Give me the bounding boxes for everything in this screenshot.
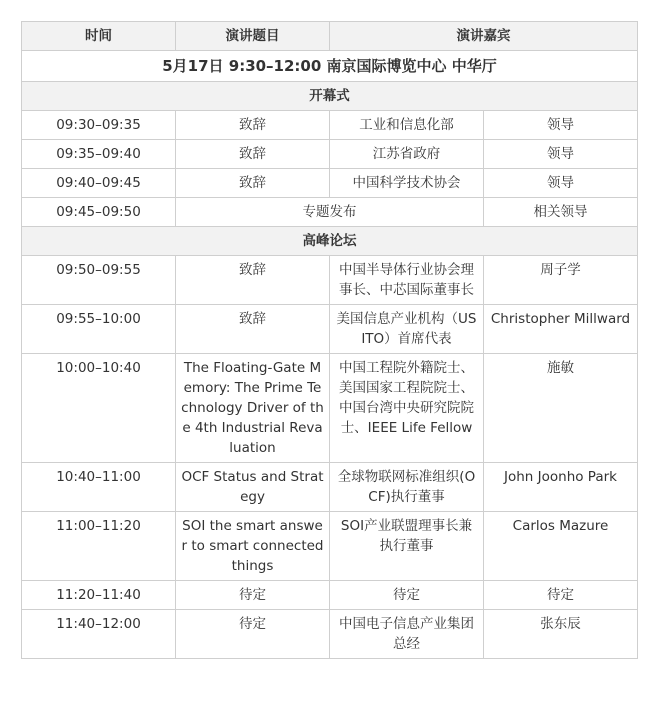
cell-time: 11:20–11:40 <box>22 581 176 610</box>
header-row <box>22 22 638 51</box>
banner-row <box>22 51 638 82</box>
cell-time: 09:30–09:35 <box>22 111 176 140</box>
cell-time: 11:00–11:20 <box>22 512 176 581</box>
cell-topic: The Floating-Gate Memory: The Prime Technology Driver of the 4th Industrial Revaluation <box>176 354 330 463</box>
cell-topic: 待定 <box>176 610 330 659</box>
cell-organization: 待定 <box>330 581 484 610</box>
cell-time: 10:00–10:40 <box>22 354 176 463</box>
cell-speaker: John Joonho Park <box>484 463 638 512</box>
section-title: 开幕式 <box>22 82 638 111</box>
cell-organization: 全球物联网标准组织(OCF)执行董事 <box>330 463 484 512</box>
cell-topic: 待定 <box>176 581 330 610</box>
cell-speaker: Christopher Millward <box>484 305 638 354</box>
table-row <box>22 610 638 659</box>
cell-speaker: 领导 <box>484 111 638 140</box>
cell-organization: 中国工程院外籍院士、美国国家工程院院士、中国台湾中央研究院院士、IEEE Life Fellow <box>330 354 484 463</box>
cell-topic: OCF Status and Strategy <box>176 463 330 512</box>
header-speaker: 演讲嘉宾 <box>330 22 638 51</box>
cell-time: 09:55–10:00 <box>22 305 176 354</box>
banner-text: 5月17日 9:30–12:00 南京国际博览中心 中华厅 <box>22 51 638 82</box>
cell-organization: 工业和信息化部 <box>330 111 484 140</box>
section-row <box>22 227 638 256</box>
cell-speaker: 领导 <box>484 140 638 169</box>
cell-topic: 专题发布 <box>176 198 484 227</box>
cell-organization: 中国科学技术协会 <box>330 169 484 198</box>
section-row <box>22 82 638 111</box>
cell-time: 11:40–12:00 <box>22 610 176 659</box>
table-row <box>22 198 638 227</box>
cell-organization: 江苏省政府 <box>330 140 484 169</box>
table-row <box>22 354 638 463</box>
cell-speaker: 领导 <box>484 169 638 198</box>
cell-organization: 中国电子信息产业集团总经 <box>330 610 484 659</box>
cell-topic: 致辞 <box>176 169 330 198</box>
cell-topic: 致辞 <box>176 140 330 169</box>
table-row <box>22 305 638 354</box>
table-row <box>22 512 638 581</box>
table-row <box>22 256 638 305</box>
cell-time: 09:45–09:50 <box>22 198 176 227</box>
cell-time: 10:40–11:00 <box>22 463 176 512</box>
table-row <box>22 140 638 169</box>
cell-time: 09:35–09:40 <box>22 140 176 169</box>
table-row <box>22 463 638 512</box>
cell-time: 09:40–09:45 <box>22 169 176 198</box>
header-topic: 演讲题目 <box>176 22 330 51</box>
cell-speaker: 周子学 <box>484 256 638 305</box>
cell-organization: 中国半导体行业协会理事长、中芯国际董事长 <box>330 256 484 305</box>
cell-topic: 致辞 <box>176 111 330 140</box>
table-row <box>22 169 638 198</box>
cell-speaker: Carlos Mazure <box>484 512 638 581</box>
cell-time: 09:50–09:55 <box>22 256 176 305</box>
cell-speaker: 张东辰 <box>484 610 638 659</box>
cell-speaker: 施敏 <box>484 354 638 463</box>
cell-organization: 美国信息产业机构（USITO）首席代表 <box>330 305 484 354</box>
header-time: 时间 <box>22 22 176 51</box>
cell-topic: 致辞 <box>176 256 330 305</box>
cell-topic: SOI the smart answer to smart connected things <box>176 512 330 581</box>
agenda-table <box>21 21 638 659</box>
cell-speaker: 待定 <box>484 581 638 610</box>
cell-speaker: 相关领导 <box>484 198 638 227</box>
agenda-container <box>21 21 637 659</box>
section-title: 高峰论坛 <box>22 227 638 256</box>
table-row <box>22 581 638 610</box>
table-row <box>22 111 638 140</box>
cell-organization: SOI产业联盟理事长兼执行董事 <box>330 512 484 581</box>
cell-topic: 致辞 <box>176 305 330 354</box>
